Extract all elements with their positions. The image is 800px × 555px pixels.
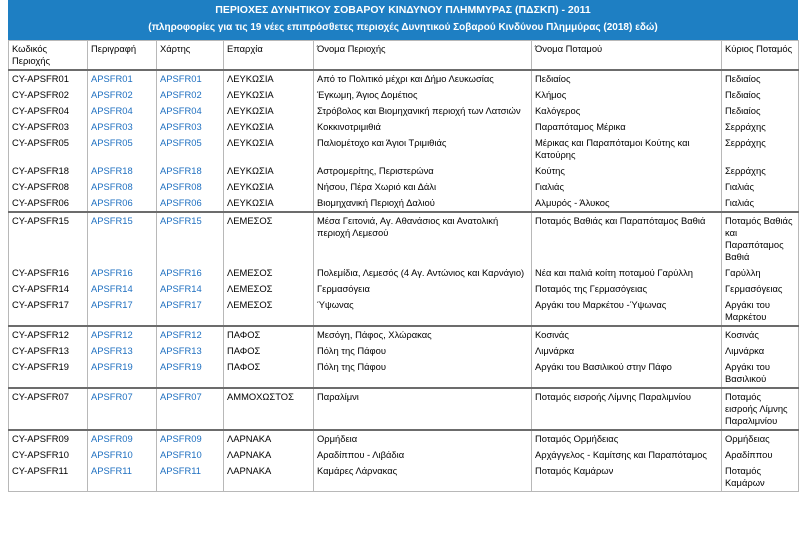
table-body: [9, 70, 799, 492]
cell-map-link[interactable]: APSFR13: [157, 343, 224, 359]
cell-area-name: Μέσα Γειτονιά, Αγ. Αθανάσιος και Ανατολική περιοχή Λεμεσού: [314, 212, 532, 265]
cell-map-link[interactable]: APSFR06: [157, 195, 224, 212]
cell-description-link[interactable]: APSFR02: [88, 87, 157, 103]
cell-river-name: Κούτης: [532, 163, 722, 179]
table-row: [9, 326, 799, 343]
table-row: [9, 359, 799, 388]
cell-river-name: Μέρικας και Παραπόταμοι Κούτης και Κατούρης: [532, 135, 722, 163]
cell-code: CY-APSFR09: [9, 430, 88, 447]
cell-map-link[interactable]: APSFR01: [157, 70, 224, 87]
cell-description-link[interactable]: APSFR04: [88, 103, 157, 119]
cell-river-name: Παραπόταμος Μέρικα: [532, 119, 722, 135]
table-row: [9, 179, 799, 195]
cell-district: ΛΕΥΚΩΣΙΑ: [224, 163, 314, 179]
cell-description-link[interactable]: APSFR07: [88, 388, 157, 430]
cell-code: CY-APSFR17: [9, 297, 88, 326]
cell-main-river: Γιαλιάς: [722, 195, 799, 212]
header-district: Επαρχία: [224, 41, 314, 71]
cell-code: CY-APSFR04: [9, 103, 88, 119]
table-row: [9, 447, 799, 463]
cell-map-link[interactable]: APSFR02: [157, 87, 224, 103]
cell-description-link[interactable]: APSFR17: [88, 297, 157, 326]
cell-main-river: Γαρύλλη: [722, 265, 799, 281]
cell-area-name: Παλιομέτοχο και Άγιοι Τριμιθιάς: [314, 135, 532, 163]
cell-main-river: Ποταμός εισροής Λίμνης Παραλιμνίου: [722, 388, 799, 430]
cell-map-link[interactable]: APSFR05: [157, 135, 224, 163]
banner-subtitle[interactable]: (πληροφορίες για τις 19 νέες επιπρόσθετες περιοχές Δυνητικού Σοβαρού Κινδύνου Πλημμύρας (2018) εδώ): [148, 22, 658, 33]
cell-area-name: Στρόβολος και Βιομηχανική περιοχή των Λατσιών: [314, 103, 532, 119]
table-row: [9, 163, 799, 179]
cell-code: CY-APSFR03: [9, 119, 88, 135]
cell-code: CY-APSFR19: [9, 359, 88, 388]
cell-map-link[interactable]: APSFR03: [157, 119, 224, 135]
cell-district: ΛΕΜΕΣΟΣ: [224, 265, 314, 281]
cell-river-name: Ποταμός Καμάρων: [532, 463, 722, 492]
cell-area-name: Καμάρες Λάρνακας: [314, 463, 532, 492]
cell-main-river: Σερράχης: [722, 135, 799, 163]
cell-main-river: Αργάκι του Μαρκέτου: [722, 297, 799, 326]
cell-district: ΛΕΥΚΩΣΙΑ: [224, 195, 314, 212]
cell-river-name: Καλόγερος: [532, 103, 722, 119]
table-row: [9, 388, 799, 430]
table-row: [9, 103, 799, 119]
cell-area-name: Ύψωνας: [314, 297, 532, 326]
cell-map-link[interactable]: APSFR19: [157, 359, 224, 388]
header-code: Κωδικός Περιοχής: [9, 41, 88, 71]
table-row: [9, 343, 799, 359]
cell-map-link[interactable]: APSFR04: [157, 103, 224, 119]
cell-area-name: Βιομηχανική Περιοχή Δαλιού: [314, 195, 532, 212]
cell-description-link[interactable]: APSFR06: [88, 195, 157, 212]
cell-main-river: Σερράχης: [722, 163, 799, 179]
table-row: [9, 297, 799, 326]
cell-river-name: Ποταμός Βαθιάς και Παραπόταμος Βαθιά: [532, 212, 722, 265]
cell-map-link[interactable]: APSFR11: [157, 463, 224, 492]
cell-code: CY-APSFR16: [9, 265, 88, 281]
cell-district: ΠΑΦΟΣ: [224, 343, 314, 359]
cell-main-river: Σερράχης: [722, 119, 799, 135]
cell-main-river: Πεδιαίος: [722, 87, 799, 103]
table-row: [9, 463, 799, 492]
cell-map-link[interactable]: APSFR10: [157, 447, 224, 463]
cell-area-name: Έγκωμη, Άγιος Δομέτιος: [314, 87, 532, 103]
cell-description-link[interactable]: APSFR09: [88, 430, 157, 447]
table-row: [9, 265, 799, 281]
cell-area-name: Πόλη της Πάφου: [314, 343, 532, 359]
cell-main-river: Πεδιαίος: [722, 103, 799, 119]
cell-district: ΛΕΥΚΩΣΙΑ: [224, 87, 314, 103]
cell-river-name: Ποταμός της Γερμασόγειας: [532, 281, 722, 297]
cell-river-name: Πεδιαίος: [532, 70, 722, 87]
cell-map-link[interactable]: APSFR17: [157, 297, 224, 326]
cell-description-link[interactable]: APSFR01: [88, 70, 157, 87]
cell-description-link[interactable]: APSFR05: [88, 135, 157, 163]
cell-area-name: Από το Πολιτικό μέχρι και Δήμο Λευκωσίας: [314, 70, 532, 87]
cell-area-name: Πόλη της Πάφου: [314, 359, 532, 388]
cell-main-river: Ορμήδειας: [722, 430, 799, 447]
banner-title: ΠΕΡΙΟΧΕΣ ΔΥΝΗΤΙΚΟΥ ΣΟΒΑΡΟΥ ΚΙΝΔΥΝΟΥ ΠΛΗΜΜΥΡΑΣ (ΠΔΣΚΠ) - 2011: [215, 4, 591, 16]
cell-river-name: Αργάκι του Βασιλικού στην Πάφο: [532, 359, 722, 388]
cell-description-link[interactable]: APSFR08: [88, 179, 157, 195]
cell-code: CY-APSFR18: [9, 163, 88, 179]
cell-main-river: Αργάκι του Βασιλικού: [722, 359, 799, 388]
table-row: [9, 430, 799, 447]
cell-description-link[interactable]: APSFR12: [88, 326, 157, 343]
cell-description-link[interactable]: APSFR14: [88, 281, 157, 297]
cell-description-link[interactable]: APSFR03: [88, 119, 157, 135]
cell-map-link[interactable]: APSFR08: [157, 179, 224, 195]
cell-map-link[interactable]: APSFR14: [157, 281, 224, 297]
header-river-name: Όνομα Ποταμού: [532, 41, 722, 71]
cell-district: ΛΕΜΕΣΟΣ: [224, 281, 314, 297]
table-row: [9, 70, 799, 87]
table-row: [9, 212, 799, 265]
cell-code: CY-APSFR14: [9, 281, 88, 297]
header-map: Χάρτης: [157, 41, 224, 71]
cell-code: CY-APSFR02: [9, 87, 88, 103]
cell-district: ΛΕΥΚΩΣΙΑ: [224, 70, 314, 87]
cell-map-link[interactable]: APSFR07: [157, 388, 224, 430]
cell-code: CY-APSFR05: [9, 135, 88, 163]
cell-district: ΛΕΥΚΩΣΙΑ: [224, 179, 314, 195]
cell-description-link[interactable]: APSFR18: [88, 163, 157, 179]
cell-main-river: Λιμνάρκα: [722, 343, 799, 359]
cell-main-river: Κοσινάς: [722, 326, 799, 343]
cell-description-link[interactable]: APSFR11: [88, 463, 157, 492]
cell-district: ΛΕΥΚΩΣΙΑ: [224, 119, 314, 135]
cell-river-name: Αργάκι του Μαρκέτου -Ύψωνας: [532, 297, 722, 326]
cell-main-river: Αραδίππου: [722, 447, 799, 463]
cell-code: CY-APSFR01: [9, 70, 88, 87]
cell-river-name: Κοσινάς: [532, 326, 722, 343]
cell-main-river: Γερμασόγειας: [722, 281, 799, 297]
cell-code: CY-APSFR12: [9, 326, 88, 343]
cell-description-link[interactable]: APSFR13: [88, 343, 157, 359]
cell-map-link[interactable]: APSFR12: [157, 326, 224, 343]
cell-map-link[interactable]: APSFR09: [157, 430, 224, 447]
cell-code: CY-APSFR13: [9, 343, 88, 359]
cell-code: CY-APSFR11: [9, 463, 88, 492]
cell-river-name: Κλήμος: [532, 87, 722, 103]
header-area-name: Όνομα Περιοχής: [314, 41, 532, 71]
cell-code: CY-APSFR07: [9, 388, 88, 430]
cell-main-river: Ποταμός Καμάρων: [722, 463, 799, 492]
cell-area-name: Παραλίμνι: [314, 388, 532, 430]
cell-district: ΛΕΥΚΩΣΙΑ: [224, 103, 314, 119]
cell-description-link[interactable]: APSFR15: [88, 212, 157, 265]
table-row: [9, 87, 799, 103]
table-row: [9, 281, 799, 297]
cell-river-name: Λιμνάρκα: [532, 343, 722, 359]
cell-main-river: Γιαλιάς: [722, 179, 799, 195]
cell-river-name: Ποταμός Ορμήδειας: [532, 430, 722, 447]
cell-main-river: Πεδιαίος: [722, 70, 799, 87]
cell-area-name: Κοκκινοτριμιθιά: [314, 119, 532, 135]
cell-area-name: Αστρομερίτης, Περιστερώνα: [314, 163, 532, 179]
cell-description-link[interactable]: APSFR19: [88, 359, 157, 388]
cell-area-name: Μεσόγη, Πάφος, Χλώρακας: [314, 326, 532, 343]
cell-district: ΛΑΡΝΑΚΑ: [224, 463, 314, 492]
flood-risk-table: [8, 40, 799, 492]
cell-district: ΠΑΦΟΣ: [224, 326, 314, 343]
cell-district: ΠΑΦΟΣ: [224, 359, 314, 388]
cell-district: ΛΕΜΕΣΟΣ: [224, 297, 314, 326]
header-description: Περιγραφή: [88, 41, 157, 71]
cell-code: CY-APSFR08: [9, 179, 88, 195]
cell-map-link[interactable]: APSFR15: [157, 212, 224, 265]
cell-river-name: Γιαλιάς: [532, 179, 722, 195]
cell-district: ΛΕΜΕΣΟΣ: [224, 212, 314, 265]
table-header-row: [9, 41, 799, 71]
cell-district: ΛΕΥΚΩΣΙΑ: [224, 135, 314, 163]
table-row: [9, 135, 799, 163]
cell-area-name: Ορμήδεια: [314, 430, 532, 447]
cell-river-name: Αρχάγγελος - Καμίτσης και Παραπόταμος: [532, 447, 722, 463]
cell-river-name: Αλμυρός - Άλυκος: [532, 195, 722, 212]
cell-river-name: Νέα και παλιά κοίτη ποταμού Γαρύλλη: [532, 265, 722, 281]
cell-map-link[interactable]: APSFR18: [157, 163, 224, 179]
table-row: [9, 119, 799, 135]
cell-area-name: Νήσου, Πέρα Χωριό και Δάλι: [314, 179, 532, 195]
table-row: [9, 195, 799, 212]
cell-district: ΑΜΜΟΧΩΣΤΟΣ: [224, 388, 314, 430]
cell-main-river: Ποταμός Βαθιάς και Παραπόταμος Βαθιά: [722, 212, 799, 265]
cell-code: CY-APSFR06: [9, 195, 88, 212]
cell-code: CY-APSFR10: [9, 447, 88, 463]
cell-area-name: Πολεμίδια, Λεμεσός (4 Αγ. Αντώνιος και Καρνάγιο): [314, 265, 532, 281]
cell-map-link[interactable]: APSFR16: [157, 265, 224, 281]
cell-description-link[interactable]: APSFR16: [88, 265, 157, 281]
cell-description-link[interactable]: APSFR10: [88, 447, 157, 463]
cell-district: ΛΑΡΝΑΚΑ: [224, 447, 314, 463]
cell-river-name: Ποταμός εισροής Λίμνης Παραλιμνίου: [532, 388, 722, 430]
cell-area-name: Γερμασόγεια: [314, 281, 532, 297]
cell-code: CY-APSFR15: [9, 212, 88, 265]
header-main-river: Κύριος Ποταμός: [722, 41, 799, 71]
table-banner: [8, 0, 798, 40]
cell-district: ΛΑΡΝΑΚΑ: [224, 430, 314, 447]
cell-area-name: Αραδίππου - Λιβάδια: [314, 447, 532, 463]
